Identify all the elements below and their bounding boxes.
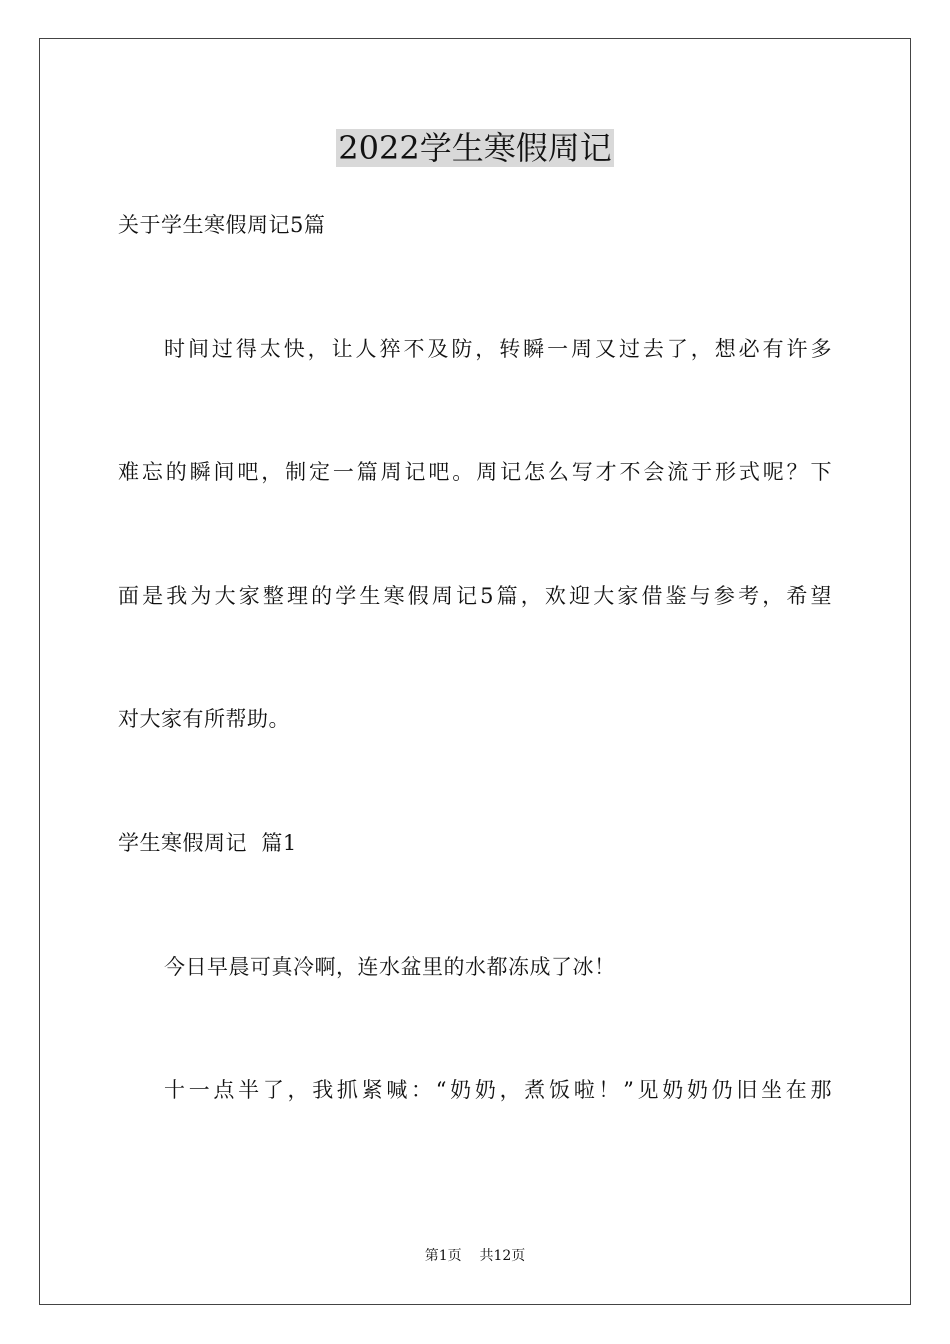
intro-line-3: 面是我为大家整理的学生寒假周记5篇，欢迎大家借鉴与参考，希望	[118, 584, 832, 608]
subtitle: 关于学生寒假周记5篇	[118, 213, 326, 237]
intro-line-2: 难忘的瞬间吧，制定一篇周记吧。周记怎么写才不会流于形式呢？下	[118, 460, 832, 484]
body-line-1: 今日早晨可真冷啊，连水盆里的水都冻成了冰！	[164, 955, 616, 979]
section-heading: 学生寒假周记 篇1	[118, 831, 297, 855]
document-title	[0, 128, 950, 168]
intro-line-4: 对大家有所帮助。	[118, 707, 290, 731]
body-line-2: 十一点半了，我抓紧喊：“奶奶，煮饭啦！”见奶奶仍旧坐在那	[164, 1078, 832, 1102]
page-footer: 第1页 共12页	[424, 1248, 526, 1264]
title-text: 2022学生寒假周记	[338, 129, 612, 167]
intro-line-1: 时间过得太快，让人猝不及防，转瞬一周又过去了，想必有许多	[164, 337, 832, 361]
